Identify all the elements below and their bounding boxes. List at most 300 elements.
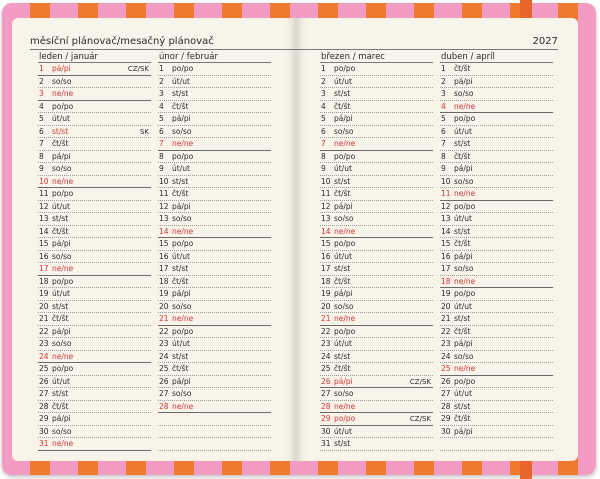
day-name: po/po xyxy=(454,376,476,386)
day-number: 15 xyxy=(321,239,331,248)
day-name: po/po xyxy=(172,151,194,161)
day-number: 28 xyxy=(441,401,451,411)
day-row[interactable] xyxy=(440,188,553,201)
day-row[interactable] xyxy=(158,151,271,164)
day-row[interactable] xyxy=(320,376,433,389)
day-row[interactable] xyxy=(158,338,271,351)
day-number: 18 xyxy=(441,276,451,286)
day-number: 2 xyxy=(441,76,446,86)
day-row[interactable] xyxy=(440,351,553,364)
day-row[interactable] xyxy=(320,401,433,414)
day-row[interactable] xyxy=(158,426,271,439)
day-row[interactable] xyxy=(440,76,553,89)
day-row[interactable] xyxy=(440,101,553,114)
day-number: 12 xyxy=(441,201,451,211)
day-name: čt/št xyxy=(172,364,189,373)
day-number: 6 xyxy=(321,126,326,136)
day-name: so/so xyxy=(52,164,72,173)
month-heading: leden / január xyxy=(38,52,151,63)
day-number: 3 xyxy=(39,89,44,98)
day-name: so/so xyxy=(334,389,354,398)
day-number: 16 xyxy=(321,251,331,261)
day-name: út/ut xyxy=(172,251,190,261)
day-row[interactable] xyxy=(320,263,433,276)
day-name: út/ut xyxy=(334,76,352,86)
day-name: so/so xyxy=(52,339,72,348)
day-name: út/ut xyxy=(172,76,190,86)
month-column xyxy=(320,52,433,451)
day-row[interactable] xyxy=(38,426,151,439)
day-number: 15 xyxy=(159,239,169,248)
day-row[interactable] xyxy=(38,276,151,289)
day-number: 26 xyxy=(159,376,169,386)
day-number: 20 xyxy=(39,301,49,311)
day-number: 10 xyxy=(39,176,49,186)
day-row[interactable] xyxy=(320,363,433,376)
day-row[interactable] xyxy=(440,401,553,414)
day-row[interactable] xyxy=(440,151,553,164)
day-name: st/st xyxy=(334,176,351,186)
day-row[interactable] xyxy=(158,63,271,76)
day-name: pá/pi xyxy=(172,289,191,298)
day-name: čt/št xyxy=(454,414,471,423)
day-name: po/po xyxy=(454,201,476,211)
day-row[interactable] xyxy=(440,251,553,264)
day-name: čt/št xyxy=(454,326,471,336)
day-name: pá/pi xyxy=(172,201,191,211)
day-number: 22 xyxy=(159,326,169,336)
day-row[interactable] xyxy=(440,238,553,251)
day-row[interactable] xyxy=(320,88,433,101)
day-name: ne/ne xyxy=(172,139,194,148)
day-row[interactable] xyxy=(158,263,271,276)
day-name: pá/pi xyxy=(52,239,71,248)
day-name: čt/št xyxy=(52,226,69,236)
day-number: 27 xyxy=(321,389,331,398)
day-name: so/so xyxy=(334,301,354,311)
day-row[interactable] xyxy=(440,338,553,351)
day-row[interactable] xyxy=(320,163,433,176)
day-row[interactable] xyxy=(158,251,271,264)
day-row[interactable] xyxy=(440,226,553,239)
day-name: út/ut xyxy=(454,301,472,311)
day-row[interactable] xyxy=(38,388,151,401)
day-name: pá/pi xyxy=(334,114,353,123)
day-row[interactable] xyxy=(320,188,433,201)
day-number: 7 xyxy=(39,139,44,148)
day-number: 14 xyxy=(159,226,169,236)
day-number: 19 xyxy=(159,289,169,298)
day-row[interactable] xyxy=(158,213,271,226)
day-name: st/st xyxy=(52,214,69,223)
day-number: 9 xyxy=(441,164,446,173)
day-row[interactable] xyxy=(440,113,553,126)
day-row[interactable] xyxy=(38,413,151,426)
day-name: so/so xyxy=(334,126,354,136)
day-name: ne/ne xyxy=(334,401,356,411)
day-row[interactable] xyxy=(320,426,433,439)
day-row[interactable] xyxy=(440,126,553,139)
day-name: pá/pi xyxy=(454,339,473,348)
day-name: pá/pi xyxy=(52,326,71,336)
day-row[interactable] xyxy=(440,88,553,101)
day-number: 30 xyxy=(321,426,331,436)
month-column xyxy=(440,52,553,451)
day-row[interactable] xyxy=(38,138,151,151)
day-number: 10 xyxy=(441,176,451,186)
day-number: 5 xyxy=(321,114,326,123)
day-number: 23 xyxy=(321,339,331,348)
day-row[interactable] xyxy=(320,276,433,289)
day-row[interactable] xyxy=(440,363,553,376)
day-row[interactable] xyxy=(38,288,151,301)
day-name: čt/št xyxy=(334,364,351,373)
day-number: 29 xyxy=(321,414,331,423)
day-number: 16 xyxy=(159,251,169,261)
holiday-country-label: CZ/SK xyxy=(409,377,431,386)
day-row[interactable] xyxy=(158,376,271,389)
day-name: út/ut xyxy=(172,164,190,173)
month-heading: únor / február xyxy=(158,52,271,63)
day-name: čt/št xyxy=(454,64,471,73)
day-row[interactable] xyxy=(38,63,151,76)
day-name: po/po xyxy=(454,114,476,123)
day-row[interactable] xyxy=(38,351,151,364)
day-number: 21 xyxy=(39,314,49,323)
right-page xyxy=(296,18,578,461)
day-name: pá/pi xyxy=(454,426,473,436)
day-row[interactable] xyxy=(38,213,151,226)
day-row[interactable] xyxy=(440,213,553,226)
month-column xyxy=(158,52,271,451)
day-row[interactable] xyxy=(440,388,553,401)
day-number: 21 xyxy=(159,314,169,323)
day-name: po/po xyxy=(454,289,476,298)
day-number: 10 xyxy=(159,176,169,186)
day-row[interactable] xyxy=(38,338,151,351)
day-number: 25 xyxy=(441,364,451,373)
day-name: út/ut xyxy=(454,389,472,398)
day-number: 10 xyxy=(321,176,331,186)
day-number: 5 xyxy=(159,114,164,123)
day-row[interactable] xyxy=(158,163,271,176)
day-number: 28 xyxy=(321,401,331,411)
day-number: 28 xyxy=(39,401,49,411)
day-row[interactable] xyxy=(38,101,151,114)
day-number: 17 xyxy=(39,264,49,273)
day-row[interactable] xyxy=(440,326,553,339)
day-row[interactable] xyxy=(440,63,553,76)
day-row[interactable] xyxy=(320,338,433,351)
day-name: po/po xyxy=(334,326,356,336)
day-row[interactable] xyxy=(158,313,271,326)
day-number: 25 xyxy=(321,364,331,373)
day-row[interactable] xyxy=(38,238,151,251)
day-number: 22 xyxy=(39,326,49,336)
day-row[interactable] xyxy=(158,276,271,289)
day-row[interactable] xyxy=(320,113,433,126)
day-row[interactable] xyxy=(440,426,553,439)
day-number: 2 xyxy=(39,76,44,86)
day-name: čt/št xyxy=(334,101,351,111)
day-row[interactable] xyxy=(38,188,151,201)
day-number: 4 xyxy=(159,101,164,111)
day-row[interactable] xyxy=(440,138,553,151)
day-name: ne/ne xyxy=(52,89,74,98)
day-row[interactable] xyxy=(158,226,271,239)
day-number: 6 xyxy=(441,126,446,136)
day-row[interactable] xyxy=(440,263,553,276)
day-row[interactable] xyxy=(38,301,151,314)
day-number: 12 xyxy=(159,201,169,211)
day-number: 3 xyxy=(159,89,164,98)
day-row[interactable] xyxy=(38,76,151,89)
day-row[interactable] xyxy=(320,326,433,339)
day-name: út/ut xyxy=(52,289,70,298)
day-row[interactable] xyxy=(38,326,151,339)
day-name: st/st xyxy=(334,351,351,361)
month-column xyxy=(38,52,151,451)
day-name: pá/pi xyxy=(52,151,71,161)
day-row[interactable] xyxy=(320,301,433,314)
day-name: ne/ne xyxy=(334,314,356,323)
day-row[interactable] xyxy=(158,76,271,89)
day-name: čt/št xyxy=(454,239,471,248)
day-number: 17 xyxy=(441,264,451,273)
day-row[interactable] xyxy=(440,288,553,301)
day-name: st/st xyxy=(172,89,189,98)
day-row[interactable] xyxy=(440,313,553,326)
day-row[interactable] xyxy=(320,251,433,264)
day-row[interactable] xyxy=(320,388,433,401)
day-number: 2 xyxy=(321,76,326,86)
month-heading: březen / marec xyxy=(320,52,433,63)
day-name: st/st xyxy=(334,89,351,98)
day-row[interactable] xyxy=(38,163,151,176)
day-number: 11 xyxy=(441,189,451,198)
day-name: so/so xyxy=(454,351,474,361)
day-number: 7 xyxy=(321,139,326,148)
day-number: 25 xyxy=(39,364,49,373)
day-number: 16 xyxy=(39,251,49,261)
day-row[interactable] xyxy=(158,238,271,251)
day-row[interactable] xyxy=(320,351,433,364)
day-row[interactable] xyxy=(440,301,553,314)
day-name: čt/št xyxy=(172,276,189,286)
day-number: 9 xyxy=(159,164,164,173)
day-name: čt/št xyxy=(172,189,189,198)
day-row[interactable] xyxy=(320,126,433,139)
day-name: út/ut xyxy=(334,339,352,348)
day-row[interactable] xyxy=(38,226,151,239)
day-number: 30 xyxy=(441,426,451,436)
day-row[interactable] xyxy=(158,363,271,376)
day-number: 27 xyxy=(159,389,169,398)
day-name: st/st xyxy=(52,126,69,136)
day-name: pá/pi xyxy=(334,289,353,298)
day-name: čt/št xyxy=(52,401,69,411)
day-row[interactable] xyxy=(440,276,553,289)
day-number: 11 xyxy=(159,189,169,198)
day-name: so/so xyxy=(454,264,474,273)
day-name: ne/ne xyxy=(172,226,194,236)
day-number: 9 xyxy=(39,164,44,173)
day-name: st/st xyxy=(52,301,69,311)
day-name: ne/ne xyxy=(52,439,74,448)
day-name: ne/ne xyxy=(454,276,476,286)
planner-title: měsíční plánovač/mesačný plánovač xyxy=(30,36,214,47)
day-row[interactable] xyxy=(158,413,271,426)
day-name: pá/pi xyxy=(454,76,473,86)
day-number: 7 xyxy=(159,139,164,148)
holiday-country-label: CZ/SK xyxy=(409,415,431,423)
day-row[interactable] xyxy=(158,188,271,201)
day-row[interactable] xyxy=(320,438,433,451)
day-row[interactable] xyxy=(158,351,271,364)
day-name: pá/pi xyxy=(172,376,191,386)
day-number: 24 xyxy=(441,351,451,361)
day-row[interactable] xyxy=(440,438,553,451)
day-row[interactable] xyxy=(158,301,271,314)
day-number: 3 xyxy=(441,89,446,98)
day-number: 16 xyxy=(441,251,451,261)
day-row[interactable] xyxy=(158,138,271,151)
day-row[interactable] xyxy=(38,313,151,326)
day-number: 13 xyxy=(159,214,169,223)
day-name: st/st xyxy=(172,176,189,186)
day-row[interactable] xyxy=(158,388,271,401)
day-row[interactable] xyxy=(38,113,151,126)
day-row[interactable] xyxy=(158,176,271,189)
day-row[interactable] xyxy=(38,151,151,164)
day-number: 26 xyxy=(321,376,331,386)
day-name: čt/št xyxy=(172,101,189,111)
day-row[interactable] xyxy=(440,413,553,426)
day-name: út/ut xyxy=(334,426,352,436)
day-number: 1 xyxy=(321,64,326,73)
day-name: ne/ne xyxy=(454,189,476,198)
day-row[interactable] xyxy=(158,101,271,114)
day-number: 2 xyxy=(159,76,164,86)
month-heading: duben / apríl xyxy=(440,52,553,63)
day-name: po/po xyxy=(52,364,74,373)
day-number: 26 xyxy=(441,376,451,386)
day-name: po/po xyxy=(52,276,74,286)
day-number: 4 xyxy=(39,101,44,111)
day-row[interactable] xyxy=(320,313,433,326)
day-row[interactable] xyxy=(38,363,151,376)
day-number: 21 xyxy=(321,314,331,323)
day-number: 20 xyxy=(159,301,169,311)
day-number: 28 xyxy=(159,401,169,411)
day-row[interactable] xyxy=(38,401,151,414)
day-number: 24 xyxy=(159,351,169,361)
day-row[interactable] xyxy=(38,376,151,389)
day-row[interactable] xyxy=(38,176,151,189)
day-row[interactable] xyxy=(320,226,433,239)
day-row[interactable] xyxy=(158,401,271,414)
day-row[interactable] xyxy=(38,201,151,214)
day-row[interactable] xyxy=(320,138,433,151)
day-row[interactable] xyxy=(38,88,151,101)
day-row[interactable] xyxy=(158,326,271,339)
day-row[interactable] xyxy=(440,176,553,189)
day-name: po/po xyxy=(52,101,74,111)
day-name: st/st xyxy=(454,314,471,323)
day-row[interactable] xyxy=(158,201,271,214)
day-name: ne/ne xyxy=(172,314,194,323)
day-row[interactable] xyxy=(320,101,433,114)
day-row[interactable] xyxy=(158,88,271,101)
day-number: 23 xyxy=(159,339,169,348)
holiday-country-label: SK xyxy=(139,127,149,136)
day-name: ne/ne xyxy=(52,351,74,361)
day-name: pá/pi xyxy=(52,64,71,73)
day-number: 24 xyxy=(321,351,331,361)
day-number: 12 xyxy=(321,201,331,211)
day-number: 5 xyxy=(39,114,44,123)
day-number: 22 xyxy=(441,326,451,336)
day-row[interactable] xyxy=(320,288,433,301)
day-number: 15 xyxy=(441,239,451,248)
day-number: 18 xyxy=(39,276,49,286)
day-row[interactable] xyxy=(320,213,433,226)
day-number: 19 xyxy=(441,289,451,298)
day-number: 9 xyxy=(321,164,326,173)
day-row[interactable] xyxy=(320,63,433,76)
day-row[interactable] xyxy=(320,151,433,164)
day-row[interactable] xyxy=(38,251,151,264)
day-number: 26 xyxy=(39,376,49,386)
day-number: 6 xyxy=(159,126,164,136)
day-row[interactable] xyxy=(320,201,433,214)
day-row[interactable] xyxy=(38,263,151,276)
day-name: ne/ne xyxy=(52,264,74,273)
day-name: so/so xyxy=(52,426,72,436)
day-row[interactable] xyxy=(320,413,433,426)
day-name: ne/ne xyxy=(172,401,194,411)
day-row[interactable] xyxy=(320,76,433,89)
day-name: so/so xyxy=(52,76,72,86)
day-row[interactable] xyxy=(158,113,271,126)
day-row[interactable] xyxy=(320,238,433,251)
day-row[interactable] xyxy=(158,288,271,301)
day-row[interactable] xyxy=(38,126,151,139)
day-name: st/st xyxy=(454,139,471,148)
day-number: 23 xyxy=(441,339,451,348)
header-rule xyxy=(30,49,296,50)
day-name: so/so xyxy=(454,89,474,98)
day-number: 8 xyxy=(159,151,164,161)
day-number: 19 xyxy=(39,289,49,298)
day-name: so/so xyxy=(172,126,192,136)
day-number: 5 xyxy=(441,114,446,123)
day-number: 1 xyxy=(39,64,44,73)
day-row[interactable] xyxy=(158,438,271,451)
day-number: 18 xyxy=(321,276,331,286)
day-row[interactable] xyxy=(440,376,553,389)
day-row[interactable] xyxy=(440,163,553,176)
day-row[interactable] xyxy=(320,176,433,189)
day-row[interactable] xyxy=(440,201,553,214)
day-number: 31 xyxy=(321,439,331,448)
day-number: 29 xyxy=(39,414,49,423)
day-name: st/st xyxy=(52,389,69,398)
day-row[interactable] xyxy=(158,126,271,139)
day-name: po/po xyxy=(334,151,356,161)
day-row[interactable] xyxy=(38,438,151,451)
header-rule xyxy=(296,49,558,50)
